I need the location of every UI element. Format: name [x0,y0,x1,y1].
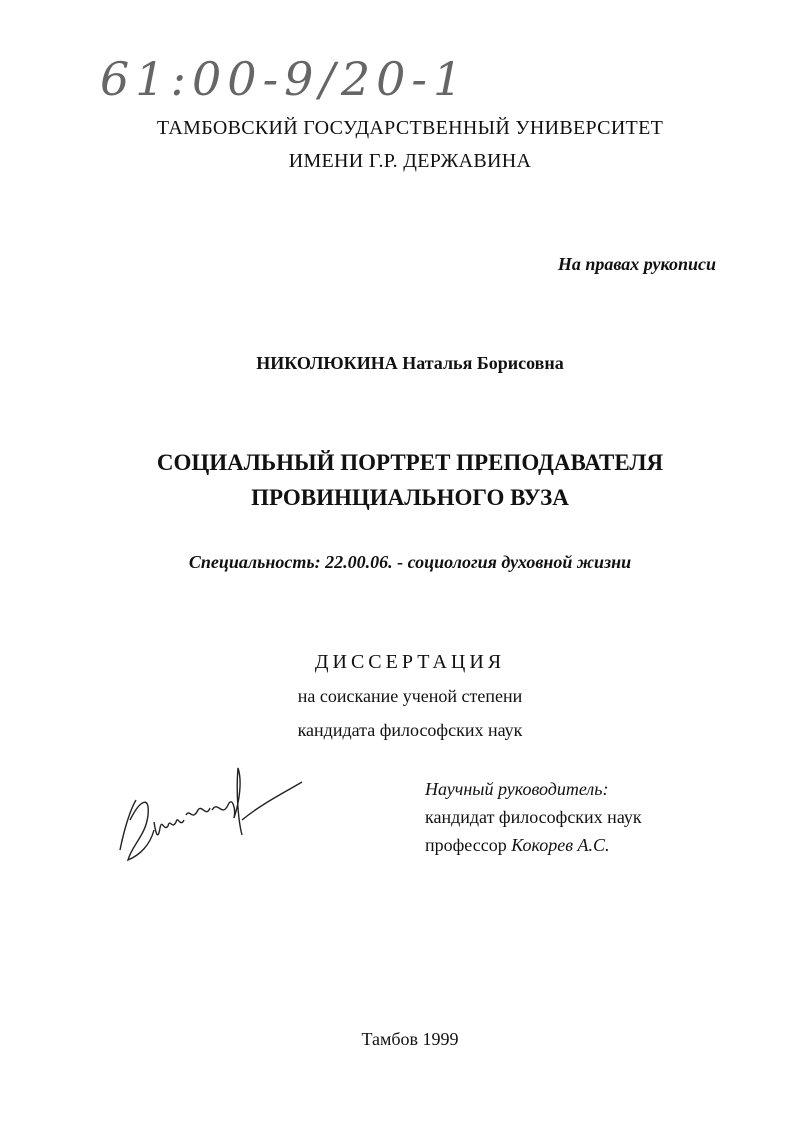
manuscript-note: На правах рукописи [557,254,716,274]
author-surname: НИКОЛЮКИНА [256,353,398,373]
archive-mark-handwritten: 61:00-9/20-1 [100,52,469,106]
title-line-2: ПРОВИНЦИАЛЬНОГО ВУЗА [251,485,569,510]
supervisor-position-name [425,835,610,856]
specialty: Специальность: 22.00.06. - социология духовной жизни [188,552,632,572]
title-line-1: СОЦИАЛЬНЫЙ ПОРТРЕТ ПРЕПОДАВАТЕЛЯ [156,450,664,475]
place-year: Тамбов 1999 [361,1029,459,1049]
degree-line-2: кандидата философских наук [297,720,523,740]
author-name [0,353,793,374]
institution-line-1: ТАМБОВСКИЙ ГОСУДАРСТВЕННЫЙ УНИВЕРСИТЕТ [156,117,664,139]
signature [110,760,310,870]
supervisor-label: Научный руководитель: [425,779,609,799]
degree-line-1: на соискание ученой степени [297,686,523,706]
author-given-names: Наталья Борисовна [402,353,564,373]
supervisor-position: профессор [425,835,507,855]
supervisor-name: Кокорев А.С. [511,835,610,855]
supervisor-degree: кандидат философских наук [425,807,642,827]
degree-type: ДИССЕРТАЦИЯ [314,651,506,673]
institution-line-2: ИМЕНИ Г.Р. ДЕРЖАВИНА [288,150,532,172]
